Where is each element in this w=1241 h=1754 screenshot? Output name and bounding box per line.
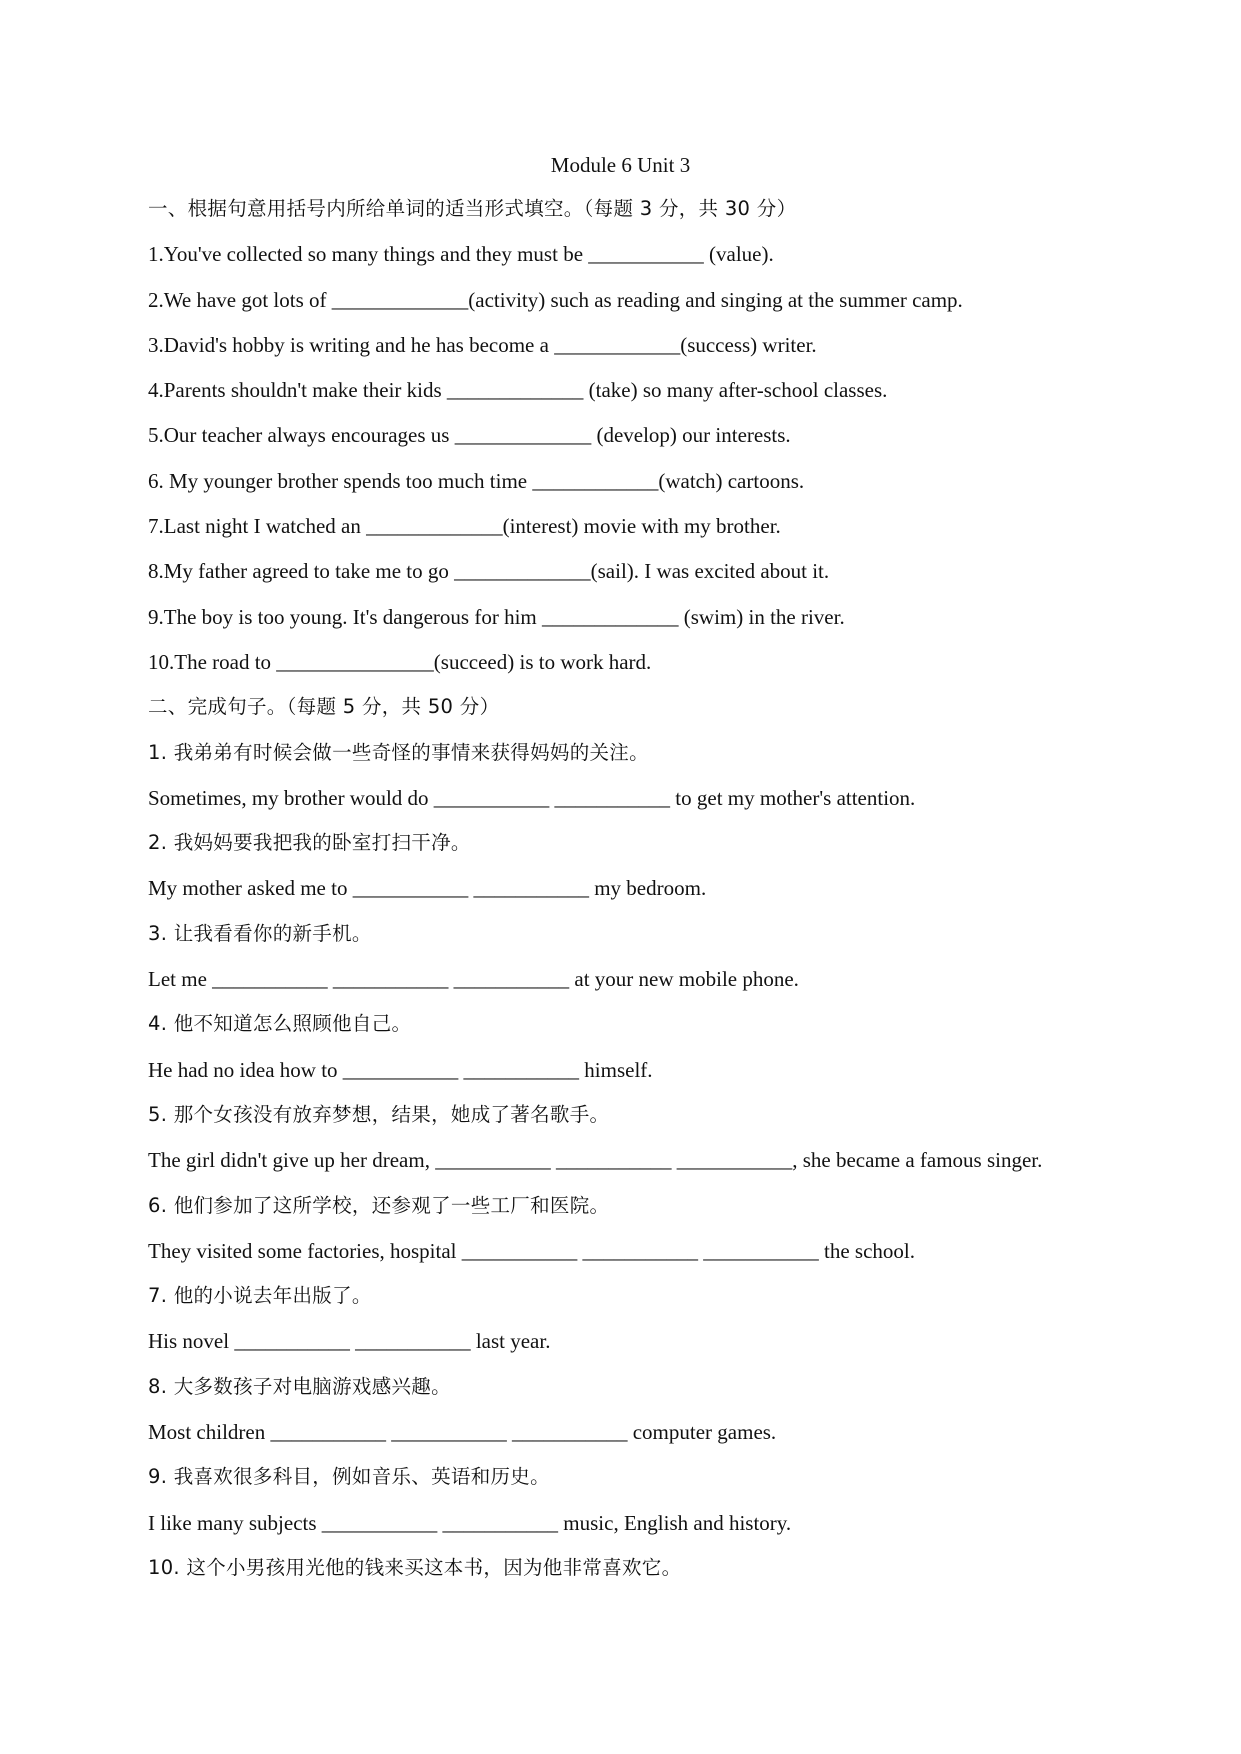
question-2-9-chinese: 9. 我喜欢很多科目，例如音乐、英语和历史。 [148,1465,550,1489]
question-2-9-english: I like many subjects ___________ ___________ music, English and history. [148,1510,792,1535]
question-2-6-chinese: 6. 他们参加了这所学校，还参观了一些工厂和医院。 [148,1193,610,1217]
question-1-5: 5.Our teacher always encourages us _____________ (develop) our interests. [148,423,791,448]
question-2-7-chinese: 7. 他的小说去年出版了。 [148,1284,372,1308]
question-1-1: 1.You've collected so many things and they must be ___________ (value). [148,242,774,267]
question-2-5-chinese: 5. 那个女孩没有放弃梦想，结果，她成了著名歌手。 [148,1102,610,1126]
question-2-8-chinese: 8. 大多数孩子对电脑游戏感兴趣。 [148,1374,451,1398]
question-2-4-english: He had no idea how to ___________ ___________ himself. [148,1057,653,1082]
section2-heading: 二、完成句子。（每题 5 分，共 50 分） [148,695,500,719]
question-2-2-english: My mother asked me to ___________ ___________ my bedroom. [148,876,707,901]
question-2-7-english: His novel ___________ ___________ last year. [148,1329,551,1354]
question-1-7: 7.Last night I watched an _____________(interest) movie with my brother. [148,514,781,539]
question-1-6: 6. My younger brother spends too much time ____________(watch) cartoons. [148,468,805,493]
question-2-4-chinese: 4. 他不知道怎么照顾他自己。 [148,1012,412,1036]
question-2-3-english: Let me ___________ ___________ ___________ at your new mobile phone. [148,967,799,992]
question-1-8: 8.My father agreed to take me to go _____________(sail). I was excited about it. [148,559,830,584]
question-2-10-chinese: 10. 这个小男孩用光他的钱来买这本书，因为他非常喜欢它。 [148,1555,682,1579]
question-1-3: 3.David's hobby is writing and he has become a ____________(success) writer. [148,332,817,357]
question-2-1-chinese: 1. 我弟弟有时候会做一些奇怪的事情来获得妈妈的关注。 [148,740,649,764]
question-2-2-chinese: 2. 我妈妈要我把我的卧室打扫干净。 [148,831,471,855]
question-2-5-english: The girl didn't give up her dream, ___________ ___________ ___________, she became a famous singer. [148,1148,1043,1173]
question-2-6-english: They visited some factories, hospital ___________ ___________ ___________ the school. [148,1238,915,1263]
section1-heading: 一、根据句意用括号内所给单词的适当形式填空。（每题 3 分，共 30 分） [148,197,797,220]
question-2-8-english: Most children ___________ ___________ ___________ computer games. [148,1420,777,1445]
worksheet-content [148,194,1208,1598]
question-1-9: 9.The boy is too young. It's dangerous for him _____________ (swim) in the river. [148,604,845,629]
page-title: Module 6 Unit 3 [550,153,691,177]
question-1-2: 2.We have got lots of _____________(activity) such as reading and singing at the summer camp. [148,287,963,312]
question-1-10: 10.The road to _______________(succeed) is to work hard. [148,649,652,674]
question-2-1-english: Sometimes, my brother would do ___________ ___________ to get my mother's attention. [148,785,916,810]
question-1-4: 4.Parents shouldn't make their kids _____________ (take) so many after-school classes. [148,378,888,403]
question-2-3-chinese: 3. 让我看看你的新手机。 [148,921,372,945]
